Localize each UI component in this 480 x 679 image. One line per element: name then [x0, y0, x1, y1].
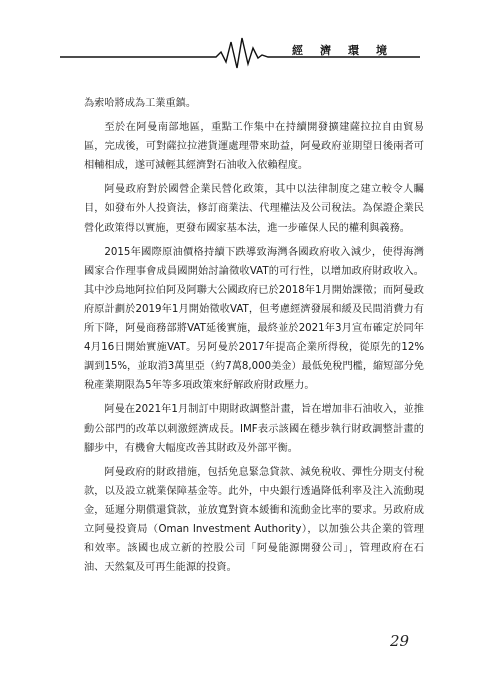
page-number: 29: [390, 632, 410, 650]
section-title-char: 經: [292, 44, 303, 57]
paragraph: 阿曼在2021年1月制訂中期財政調整計畫，旨在增加非石油收入，並推動公部門的改革以刺激經濟成長。IMF表示該國在穩步執行財政調整計畫的腳步中，有機會大幅度改善其財政及外部平衡。: [84, 404, 424, 454]
section-title-char: 環: [348, 44, 359, 57]
section-title: [292, 42, 387, 58]
paragraph: 2015年國際原油價格持續下跌導致海灣各國政府收入減少，使得海灣國家合作理事會成員國開始討論徵收VAT的可行性，以增加政府財政收入。其中沙烏地阿拉伯阿及阿聯大公國政府已於2018年1月開始課徵；而阿曼政府原計劃於2019年1月開始徵收VAT，但考慮經濟發展和緩及民間消費力有所下降，阿曼商務部將VAT延後實施，最終並於2021年3月宣布確定於同年4月16日開始實施VAT。另阿曼於2017年提高企業所得稅，從原先的12%調到15%，並取消3萬里亞（約7萬8,000美金）最低免稅門檻，縮短部分免稅產業期限為5年等多項政策來紓解政府財政壓力。: [84, 246, 424, 392]
body-text: [84, 94, 424, 582]
paragraph: 阿曼政府的財政措施，包括免息緊急貸款、減免稅收、彈性分期支付稅款，以及設立就業保障基金等。此外，中央銀行透過降低利率及注入流動現金，延遲分期償還貸款，並放寬對資本緩衝和流動金比率的要求。另政府成立阿曼投資局（Oman Investment Authority），以加強公共企業的管理和效率。該國也成立新的控股公司「阿曼能源開發公司」，管理政府在石油、天然氣及可再生能源的投資。: [84, 466, 424, 574]
section-title-char: 濟: [320, 44, 331, 57]
running-header: [0, 0, 480, 70]
paragraph: 至於在阿曼南部地區，重點工作集中在持續開發擴建薩拉拉自由貿易區，完成後，可對薩拉拉港貨運處理帶來助益，阿曼政府並期望日後兩者可相輔相成，遂可減輕其經濟對石油收入依賴程度。: [84, 122, 424, 172]
paragraph: 為索哈將成為工業重鎮。: [84, 98, 197, 109]
header-rule-with-heartbeat-icon: [0, 0, 480, 70]
paragraph: 阿曼政府對於國營企業民營化政策，其中以法律制度之建立較令人矚目，如發布外人投資法，修訂商業法、代理權法及公司稅法。為保證企業民營化政策得以實施，更發布國家基本法，進一步確保人民的權利與義務。: [84, 184, 424, 234]
section-title-char: 境: [376, 44, 387, 57]
